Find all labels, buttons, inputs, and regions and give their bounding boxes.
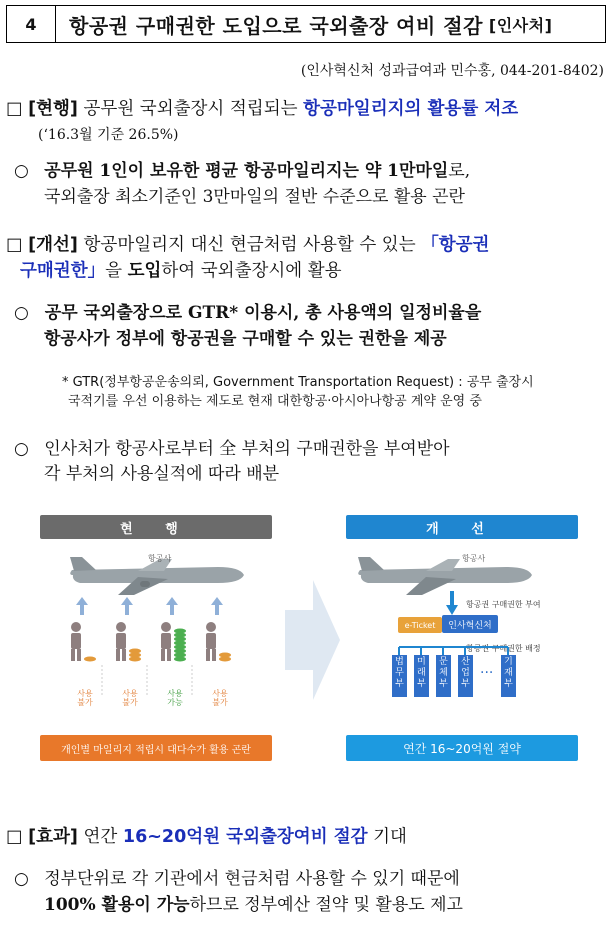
point-bullet: ○ (14, 439, 29, 459)
e-ticket: e-Ticket (398, 617, 442, 633)
grant-label: 항공권 구매권한 부여 (466, 600, 541, 609)
airline-label: 항공사 (462, 554, 486, 563)
improve-label: [개선] (28, 235, 78, 255)
ellipsis: ··· (480, 665, 494, 681)
point-bullet: ○ (14, 869, 29, 889)
effect-point-line2 (44, 894, 463, 917)
current-stat: (‘16.3월 기준 26.5%) (38, 127, 179, 143)
improve-highlight-1: 「항공권 (421, 235, 490, 255)
point-bullet: ○ (14, 161, 29, 181)
title-dept: [인사처] (488, 15, 553, 35)
current-text: 공무원 국외출장시 적립되는 (83, 99, 298, 119)
effect-point-line1: 정부단위로 각 기관에서 현금처럼 사용할 수 있기 때문에 (44, 869, 460, 889)
section-bullet: □ (6, 235, 23, 255)
current-heading-line (6, 98, 518, 120)
improve-heading-line2: 구매권한」을 도입하여 국외출장시에 활용 (20, 261, 342, 281)
down-arrow-icon (446, 591, 458, 615)
current-highlight: 항공마일리지의 활용률 저조 (303, 99, 519, 119)
usage-status: 사용 불가 (77, 689, 93, 707)
current-panel-header: 현 행 (40, 515, 272, 539)
current-panel (40, 515, 272, 765)
improve-highlight-2: 구매권한」 (20, 261, 106, 281)
point-bullet: ○ (14, 303, 29, 323)
improve-point2 (14, 438, 450, 461)
airline-label: 항공사 (148, 554, 172, 563)
gtr-footnote-line2: 국적기를 우선 이용하는 제도로 현재 대한항공·아시아나항공 계약 운영 중 (68, 394, 482, 409)
effect-highlight: 16~20억원 국외출장여비 절감 (122, 827, 368, 847)
current-point-line2: 국외출장 최소기준인 3만마일의 절반 수준으로 활용 곤란 (44, 187, 465, 207)
usage-status: 사용 불가 (212, 689, 228, 707)
current-point-bold: 공무원 1인이 보유한 평균 항공마일리지는 약 1만마일 (44, 161, 449, 181)
agency-badge: 인사혁신처 (442, 615, 498, 633)
distribute-label: 항공권 구매권한 배정 (466, 644, 541, 653)
dept-box: 산 업 부 (458, 655, 473, 697)
improve-point2-line1: 인사처가 항공사로부터 全 부처의 구매권한을 부여받아 (44, 439, 450, 459)
title-text: 항공권 구매권한 도입으로 국외출장 여비 절감 (69, 13, 483, 38)
improve-text: 항공마일리지 대신 현금처럼 사용할 수 있는 (83, 235, 416, 255)
effect-point-bold: 100% 활용이 가능 (44, 895, 190, 915)
item-number: 4 (7, 6, 56, 42)
effect-heading-line (6, 826, 407, 848)
section-bullet: □ (6, 827, 23, 847)
current-label: [현행] (28, 99, 78, 119)
employees-illustration (62, 597, 252, 697)
dept-box: 문 체 부 (436, 655, 451, 697)
improved-panel-footer: 연간 16~20억원 절약 (346, 735, 578, 761)
improve-point1-line2: 항공사가 정부에 항공권을 구매할 수 있는 권한을 제공 (44, 329, 447, 349)
current-panel-footer: 개인별 마일리지 적립시 대다수가 활용 곤란 (40, 735, 272, 761)
dept-box: 미 래 부 (414, 655, 429, 697)
improve-point1-line1: 공무 국외출장으로 GTR* 이용시, 총 사용액의 일정비율을 (44, 303, 482, 323)
improve-point1 (14, 302, 481, 325)
effect-text-pre: 연간 (83, 827, 118, 847)
improve-heading-line (6, 234, 489, 256)
dept-box: 기 재 부 (501, 655, 516, 697)
effect-point (14, 868, 460, 891)
effect-point-tail: 하므로 정부예산 절약 및 활용도 제고 (189, 895, 463, 915)
usage-status: 사용 가능 (167, 689, 183, 707)
title-box (6, 5, 606, 43)
distribution-arrows (396, 635, 546, 657)
improve-point2-line2: 각 부처의 사용실적에 따라 배분 (44, 464, 280, 484)
section-bullet: □ (6, 99, 23, 119)
dept-box: 법 무 부 (392, 655, 407, 697)
effect-text-post: 기대 (373, 827, 407, 847)
effect-label: [효과] (28, 827, 78, 847)
current-point-tail: 로, (448, 161, 471, 181)
gtr-footnote-line1: * GTR(정부항공운송의뢰, Government Transportation Request) : 공무 출장시 (62, 375, 534, 390)
transition-arrow-icon (285, 580, 340, 700)
page-title (69, 6, 552, 42)
current-point (14, 160, 470, 183)
improved-panel-header: 개 선 (346, 515, 578, 539)
improved-panel (346, 515, 578, 765)
contact-info: (인사혁신처 성과급여과 민수홍, 044-201-8402) (300, 63, 604, 79)
usage-status: 사용 불가 (122, 689, 138, 707)
